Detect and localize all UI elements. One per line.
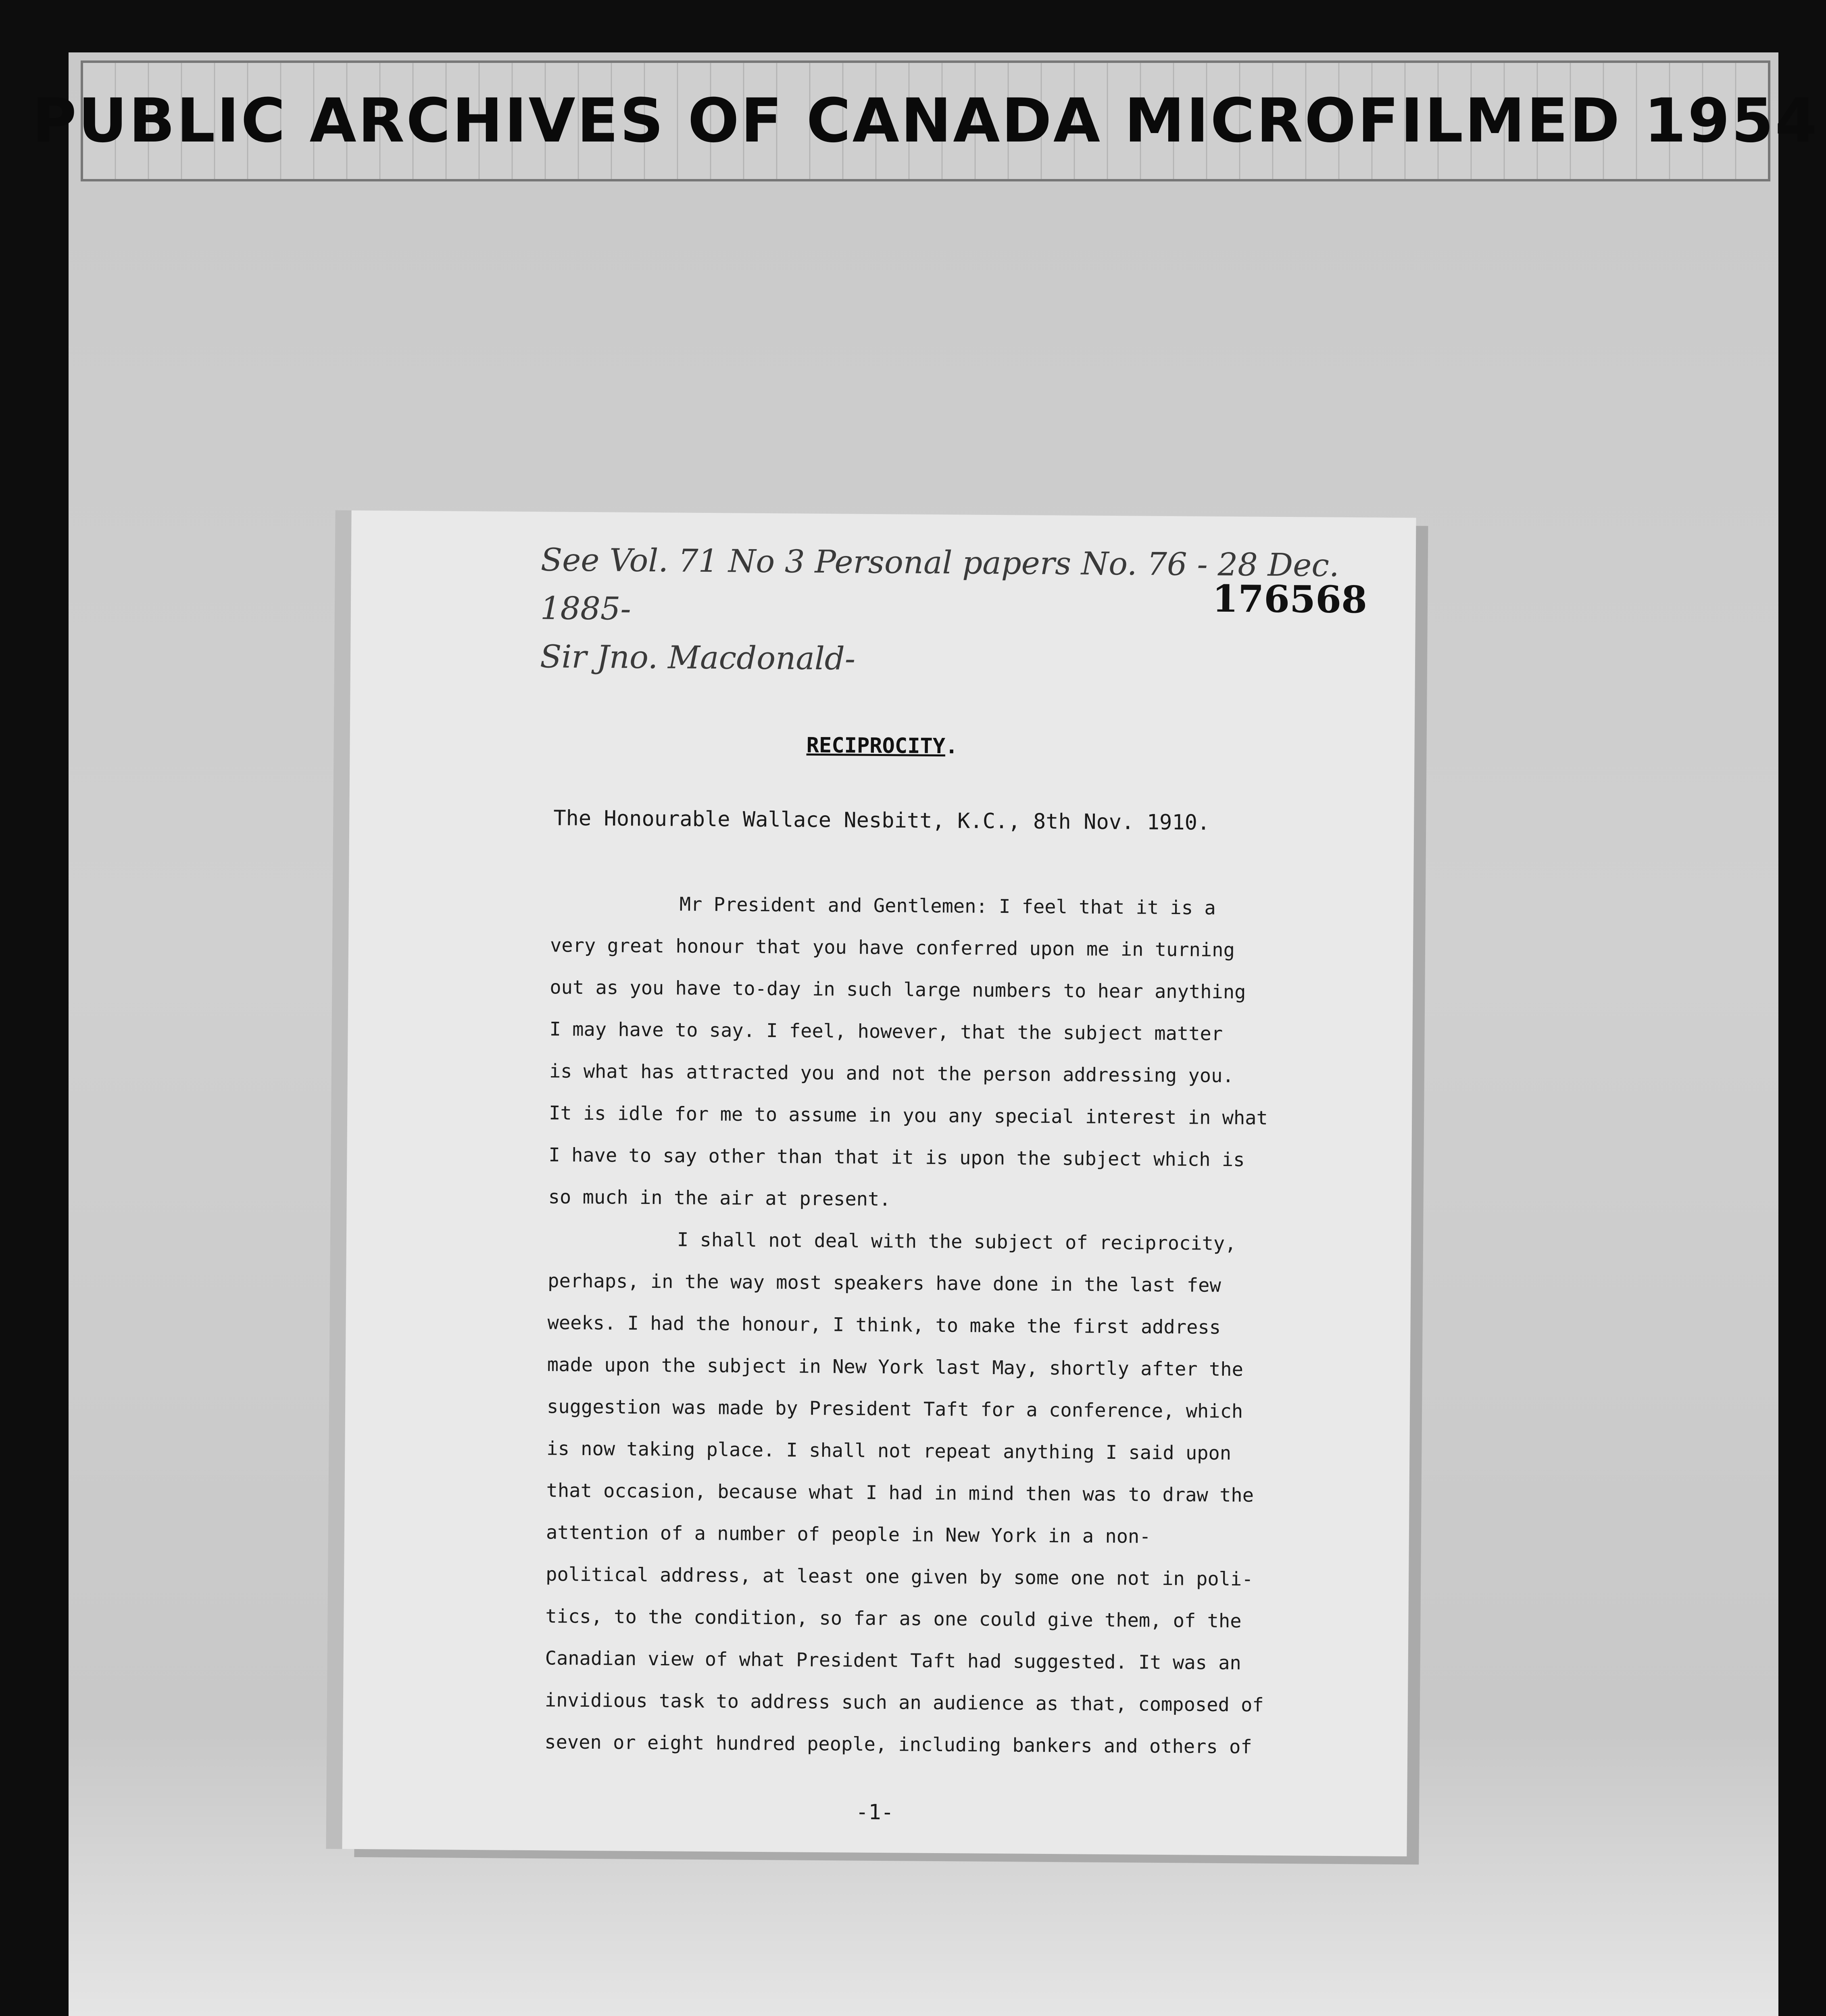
document-title-suffix: . bbox=[945, 734, 958, 759]
body-line: Mr President and Gentlemen: I feel that it is a bbox=[679, 893, 1216, 919]
page-number: -1- bbox=[855, 1800, 894, 1825]
body-line: out as you have to-day in such large numbers to hear anything bbox=[550, 976, 1246, 1004]
body-line: Canadian view of what President Taft had suggested. It was an bbox=[545, 1647, 1242, 1674]
document-page bbox=[342, 510, 1416, 1856]
handwritten-note-line-2: Sir Jno. Macdonald- bbox=[540, 639, 856, 677]
body-line: is what has attracted you and not the person addressing you. bbox=[549, 1060, 1234, 1087]
document-body bbox=[544, 883, 1381, 1769]
body-line: perhaps, in the way most speakers have done in the last few bbox=[548, 1270, 1221, 1297]
body-line: very great honour that you have conferred upon me in turning bbox=[550, 934, 1235, 962]
body-line: suggestion was made by President Taft for a conference, which bbox=[546, 1395, 1243, 1423]
document-title-text: RECIPROCITY bbox=[806, 733, 946, 759]
archive-header-banner bbox=[32, 60, 1819, 181]
body-line: weeks. I had the honour, I think, to make the first address bbox=[547, 1312, 1221, 1339]
document-title bbox=[350, 730, 1414, 762]
body-line: invidious task to address such an audience as that, composed of bbox=[544, 1689, 1264, 1716]
body-line: is now taking place. I shall not repeat anything I said upon bbox=[546, 1437, 1232, 1465]
body-line: that occasion, because what I had in mind then was to draw the bbox=[546, 1479, 1254, 1507]
body-line: It is idle for me to assume in you any special interest in what bbox=[549, 1102, 1268, 1129]
body-line: attention of a number of people in New York in a non- bbox=[546, 1521, 1151, 1548]
body-line: I shall not deal with the subject of reciprocity, bbox=[677, 1229, 1236, 1255]
handwritten-note-line-1: See Vol. 71 No 3 Personal papers No. 76 - 28 Dec. 1885- bbox=[540, 542, 1340, 627]
document-subtitle: The Honourable Wallace Nesbitt, K.C., 8th Nov. 1910. bbox=[553, 806, 1210, 835]
body-line: seven or eight hundred people, including bankers and others of bbox=[544, 1731, 1252, 1758]
archive-number: 176568 bbox=[1212, 577, 1367, 622]
body-line: tics, to the condition, so far as one could give them, of the bbox=[545, 1605, 1242, 1633]
archive-header-title: PUBLIC ARCHIVES OF CANADA MICROFILMED 1954 bbox=[32, 86, 1819, 156]
body-line: I have to say other than that it is upon the subject which is bbox=[548, 1144, 1245, 1171]
body-line: I may have to say. I feel, however, that the subject matter bbox=[549, 1018, 1223, 1045]
body-line: made upon the subject in New York last May, shortly after the bbox=[547, 1354, 1244, 1381]
body-line: political address, at least one given by some one not in poli- bbox=[546, 1563, 1253, 1591]
body-line: so much in the air at present. bbox=[548, 1186, 891, 1211]
